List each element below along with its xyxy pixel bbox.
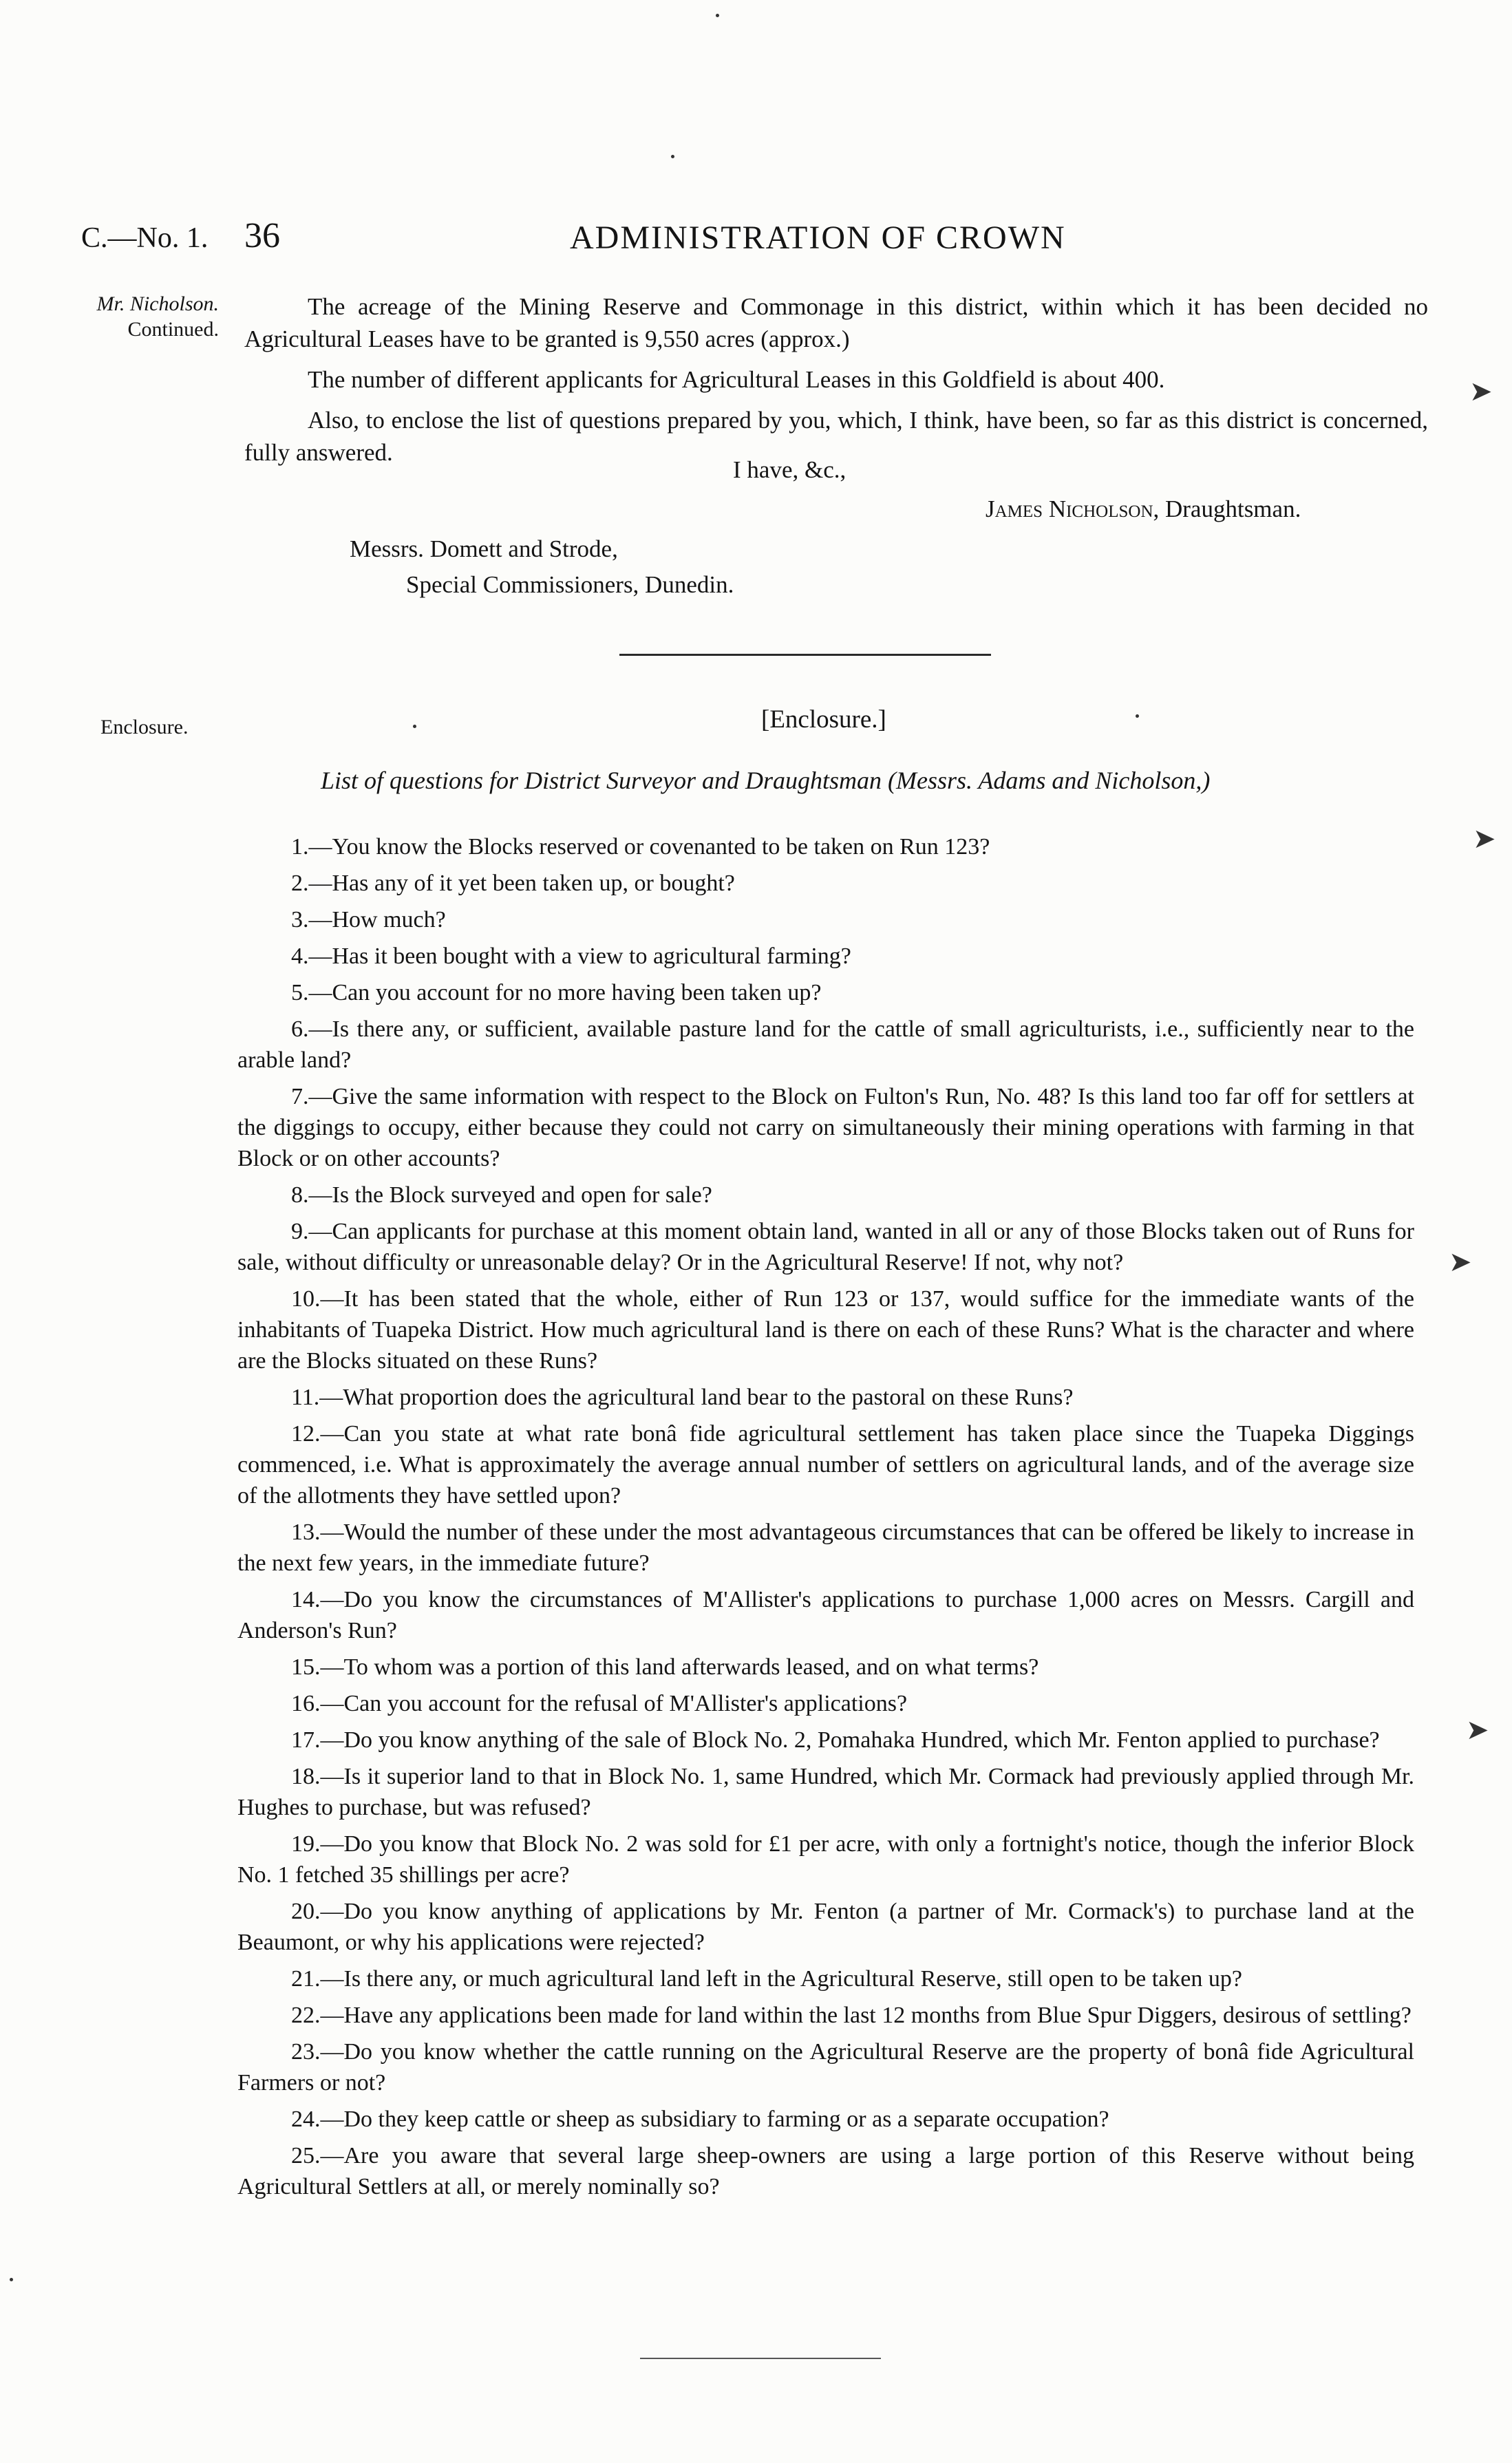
letter-body — [244, 290, 1428, 477]
question-7: 7.—Give the same information with respect to the Block on Fulton's Run, No. 48? Is this land too far off for settlers at the diggings to occupy, either because they could not carry on simultaneously their mining operations with farming in that Block or on other accounts? — [237, 1084, 1414, 1171]
margin-mark-arrow-icon: ➤ — [1466, 1714, 1489, 1745]
margin-mark-arrow-icon: ➤ — [1449, 1246, 1472, 1277]
question-6: 6.—Is there any, or sufficient, available pasture land for the cattle of small agriculturists, i.e., sufficiently near to the arable land? — [237, 1016, 1414, 1073]
margin-mark-arrow-icon: ➤ — [1469, 376, 1493, 407]
signature — [986, 495, 1301, 523]
question-5: 5.—Can you account for no more having been taken up? — [291, 980, 822, 1005]
margin-note-name-text: Mr. Nicholson. — [96, 292, 219, 315]
question-8: 8.—Is the Block surveyed and open for sale? — [291, 1182, 712, 1208]
question-4: 4.—Has it been bought with a view to agricultural farming? — [291, 943, 851, 969]
question-11: 11.—What proportion does the agricultural land bear to the pastoral on these Runs? — [291, 1385, 1074, 1410]
question-list-title: List of questions for District Surveyor and Draughtsman (Messrs. Adams and Nicholson,) — [321, 767, 1211, 794]
question-15: 15.—To whom was a portion of this land afterwards leased, and on what terms? — [291, 1654, 1039, 1680]
enclosure-title: [Enclosure.] — [761, 705, 886, 734]
page-title: ADMINISTRATION OF CROWN — [570, 220, 1066, 256]
scan-speck — [1136, 714, 1139, 718]
scan-speck — [716, 14, 719, 17]
question-19: 19.—Do you know that Block No. 2 was sold for £1 per acre, with only a fortnight's notice, though the inferior Block No. 1 fetched 35 shillings per acre? — [237, 1831, 1414, 1888]
question-21: 21.—Is there any, or much agricultural land left in the Agricultural Reserve, still open to be taken up? — [291, 1966, 1242, 1992]
scan-speck — [413, 725, 416, 728]
question-list — [237, 831, 1414, 2208]
signature-title: Draughtsman. — [1165, 495, 1301, 522]
section-divider — [619, 654, 991, 656]
question-1: 1.—You know the Blocks reserved or covenanted to be taken on Run 123? — [291, 834, 990, 860]
question-3: 3.—How much? — [291, 907, 446, 932]
question-24: 24.—Do they keep cattle or sheep as subsidiary to farming or as a separate occupation? — [291, 2107, 1109, 2132]
question-18: 18.—Is it superior land to that in Block No. 1, same Hundred, which Mr. Cormack had previously applied through Mr. Hughes to purchase, but was refused? — [237, 1764, 1414, 1820]
page-number: 36 — [244, 216, 280, 255]
document-reference: C.—No. 1. — [81, 222, 209, 254]
enclosure-margin-label: Enclosure. — [100, 716, 189, 738]
scan-speck — [671, 155, 674, 158]
question-20: 20.—Do you know anything of applications by Mr. Fenton (a partner of Mr. Cormack's) to purchase land at the Beaumont, or why his applications were rejected? — [237, 1899, 1414, 1955]
question-23: 23.—Do you know whether the cattle running on the Agricultural Reserve are the property of bonâ fide Agricultural Farmers or not? — [237, 2039, 1414, 2096]
letter-paragraph-3: Also, to enclose the list of questions prepared by you, which, I think, have been, so far as this district is concerned, fully answered. — [244, 407, 1428, 466]
letter-paragraph-2: The number of different applicants for Agricultural Leases in this Goldfield is about 400. — [308, 366, 1165, 393]
question-17: 17.—Do you know anything of the sale of Block No. 2, Pomahaka Hundred, which Mr. Fenton applied to purchase? — [291, 1727, 1380, 1753]
end-divider — [640, 2358, 881, 2359]
margin-note-name — [54, 292, 219, 316]
signature-name: James Nicholson, — [986, 495, 1160, 522]
question-16: 16.—Can you account for the refusal of M'Allister's applications? — [291, 1691, 908, 1716]
scan-speck — [10, 2278, 13, 2281]
letter-paragraph-1: The acreage of the Mining Reserve and Commonage in this district, within which it has been decided no Agricultural Leases have to be granted is 9,550 acres (approx.) — [244, 293, 1428, 352]
margin-note-continued: Continued. — [127, 318, 219, 341]
question-2: 2.—Has any of it yet been taken up, or bought? — [291, 871, 735, 896]
letter-closing: I have, &c., — [733, 456, 846, 483]
question-25: 25.—Are you aware that several large sheep-owners are using a large portion of this Reserve without being Agricultural Settlers at all, or merely nominally so? — [237, 2143, 1414, 2199]
margin-mark-arrow-icon: ➤ — [1473, 823, 1496, 854]
question-12: 12.—Can you state at what rate bonâ fide agricultural settlement has taken place since the Tuapeka Diggings commenced, i.e. What is approximately the average annual number of settlers on agricultural lands, and of the average size of the allotments they have settled upon? — [237, 1421, 1414, 1508]
addressee-line-1: Messrs. Domett and Strode, — [350, 535, 618, 562]
addressee-line-2: Special Commissioners, Dunedin. — [406, 571, 734, 598]
question-10: 10.—It has been stated that the whole, either of Run 123 or 137, would suffice for the immediate wants of the inhabitants of Tuapeka District. How much agricultural land is there on each of these Runs? What is the character and where are the Blocks situated on these Runs? — [237, 1286, 1414, 1374]
question-22: 22.—Have any applications been made for land within the last 12 months from Blue Spur Diggers, desirous of settling? — [291, 2003, 1412, 2028]
question-14: 14.—Do you know the circumstances of M'Allister's applications to purchase 1,000 acres on Messrs. Cargill and Anderson's Run? — [237, 1587, 1414, 1643]
question-9: 9.—Can applicants for purchase at this moment obtain land, wanted in all or any of those Blocks taken out of Runs for sale, without difficulty or unreasonable delay? Or in the Agricultural Reserve! If not, why not? — [237, 1219, 1414, 1275]
question-13: 13.—Would the number of these under the most advantageous circumstances that can be offered be likely to increase in the next few years, in the immediate future? — [237, 1520, 1414, 1576]
